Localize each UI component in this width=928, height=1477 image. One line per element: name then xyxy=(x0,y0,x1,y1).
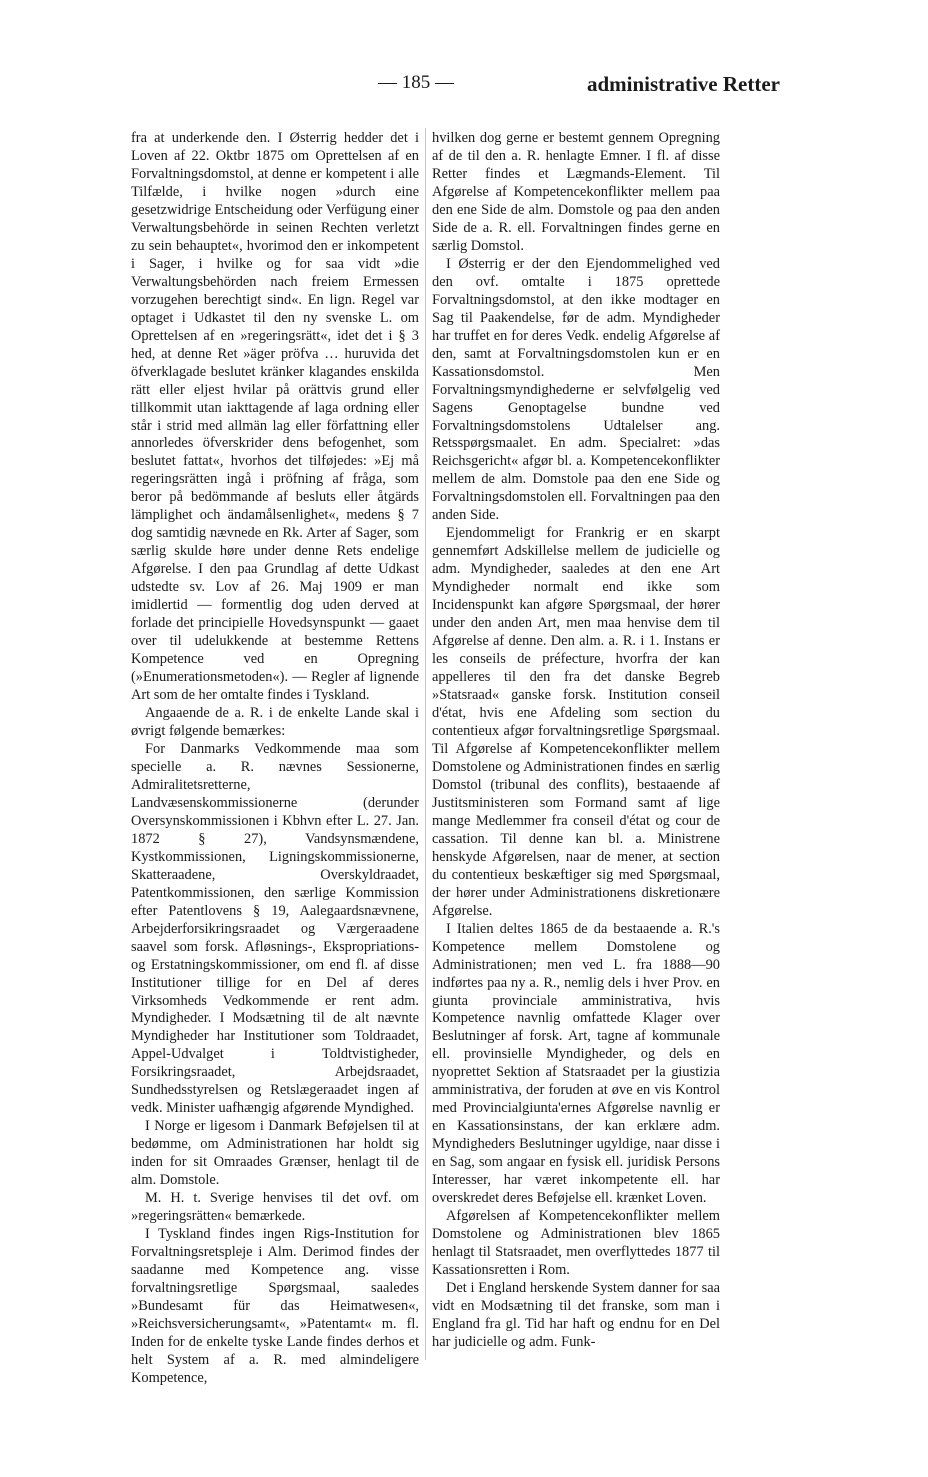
paragraph: I Tyskland findes ingen Rigs-Institution for Forvaltningsretspleje i Alm. Derimod findes der saadanne med Kompetence ang. visse forvaltningsretlige Spørgsmaal, saaledes »Bundesamt für das Heimatwesen«, »Reichsversicherungsamt«, »Patentamt« m. fl. Inden for de enkelte tyske Lande findes derhos et helt System af a. R. med almindeligere Kompetence, xyxy=(131,1226,419,1386)
paragraph: For Danmarks Vedkommende maa som specielle a. R. nævnes Sessionerne, Admiralitetsretterne, Landvæsenskommissionerne (derunder Oversynskommissionen i Kbhvn efter L. 27. Jan. 1872 § 27), Vandsynsmændene, Kystkommissionen, Ligningskommissionerne, Skatteraadene, Overskyldraadet, Patentkommissionen, den særlige Kommission efter Patentlovens § 19, Aalegaardsnævnene, Arbejderforsikringsraadet og Værgeraadene saavel som forsk. Afløsnings-, Ekspropriations- og Erstatningskommissioner, om end fl. af disse Institutioner tillige for en Del af deres Virksomheds Vedkommende er rent adm. Myndigheder. I Modsætning til de alt nævnte Myndigheder har Institutioner som Toldraadet, Appel-Udvalget i Toldtvistigheder, Forsikringsraadet, Arbejdsraadet, Sundhedsstyrelsen og Retslægeraadet ingen af vedk. Minister uafhængig afgørende Myndighed. xyxy=(131,740,419,1117)
column-divider xyxy=(425,128,426,1360)
paragraph: Afgørelsen af Kompetencekonflikter mellem Domstolene og Administrationen blev 1865 henlagt til Statsraadet, men overflyttedes 1877 til Kassationsretten i Rom. xyxy=(432,1208,720,1279)
paragraph: I Norge er ligesom i Danmark Beføjelsen til at bedømme, om Administrationen har holdt sig inden for sit Omraades Grænser, henlagt til de alm. Domstole. xyxy=(131,1118,419,1189)
paragraph: M. H. t. Sverige henvises til det ovf. om »regeringsrätten« bemærkede. xyxy=(131,1190,419,1225)
paragraph: I Østerrig er der den Ejendommelighed ved den ovf. omtalte i 1875 oprettede Forvaltningsdomstol, at den ikke modtager en Sag til Paakendelse, før de adm. Myndigheder har truffet en for deres Vedk. endelig Afgørelse af den, samt at Forvaltningsdomstolen kun er en Kassationsdomstol. Men Forvaltningsmyndighederne er selvfølgelig ved Sagens Genoptagelse bundne ved Forvaltningsdomstolens Udtalelser ang. Retsspørgsmaalet. En adm. Specialret: »das Reichsgericht« afgør bl. a. Kompetencekonflikter mellem de alm. Domstole paa den ene Side og Forvaltningsdomstolen ell. Forvaltningen paa den anden Side. xyxy=(432,255,720,524)
paragraph: fra at underkende den. I Østerrig hedder det i Loven af 22. Oktbr 1875 om Oprettelsen af en Forvaltningsdomstol, at denne er kompetent i alle Tilfælde, i hvilke nogen »durch eine gesetzwidrige Entscheidung oder Verfügung einer Verwaltungsbehörde in seinen Rechten verletzt zu sein behauptet«, hvorimod den er inkompetent i Sager, i hvilke og for saa vidt »die Verwaltungsbehörden nach freiem Ermessen vorzugehen berechtigt sind«. En lign. Regel var optaget i Udkastet til den ny svenske L. om Oprettelsen af en »regeringsrätt«, idet det i § 3 hed, at denne Ret »äger pröfva … huruvida det öfverklagade beslutet kränker klagandes enskilda rätt eller eljest hvilar på orättvis grund eller tillkommit utan iakttagende af laga ordning eller står i strid med allmän lag eller författning eller annorledes öfverskrider dens befogenhet, som beslutet fattat«, hvorhos det tilføjedes: »Ej må regeringsrätten ingå i pröfning af fråga, som beror på bedömmande af besluts eller åtgärds lämplighet och ändamålsenlighet«, medens § 7 dog samtidig nævnede en Rk. Arter af Sager, som særlig skulde høre under denne Rets endelige Afgørelse. I den paa Grundlag af dette Udkast udstedte sv. Lov af 26. Maj 1909 er man imidlertid — formentlig dog uden derved at forlade det principielle Hovedsynspunkt — gaaet over til udelukkende at bestemme Rettens Kompetence ved en Opregning (»Enumerationsmetoden«). — Regler af lignende Art som de her omtalte findes i Tyskland. xyxy=(131,130,419,704)
paragraph: I Italien deltes 1865 de da bestaaende a. R.'s Kompetence mellem Domstolene og Administrationen; men ved L. fra 1888—90 indførtes paa ny a. R., nemlig dels i hver Prov. en giunta provinciale amministrativa, hvis Kompetence navnlig omfattede Klager over Beslutninger af forsk. Art, tagne af kommunale ell. provinsielle Myndigheder, og dels en nyoprettet Sektion af Statsraadet per la giustizia amministrativa, der foruden at øve en vis Kontrol med Provincialgiunta'ernes Afgørelse navnlig er en Kassationsinstans, der kan erklære adm. Myndigheders Beslutninger ugyldige, naar disse i en Sag, som angaar en fysisk ell. juridisk Persons Interesser, har været inkompetente ell. har overskredet deres Beføjelse ell. krænket Loven. xyxy=(432,920,720,1207)
running-title: administrative Retter xyxy=(586,72,780,96)
page-number: — 185 — xyxy=(378,72,454,93)
right-column xyxy=(432,130,720,1352)
page-header xyxy=(0,72,928,102)
left-column xyxy=(131,130,419,1388)
paragraph: hvilken dog gerne er bestemt gennem Opregning af de til den a. R. henlagte Emner. I fl. af disse Retter findes et Lægmands-Element. Til Afgørelse af Kompetencekonflikter mellem paa den ene Side de alm. Domstole og paa den anden Side de a. R. ell. Forvaltningen findes gerne en særlig Domstol. xyxy=(432,130,720,254)
paragraph: Ejendommeligt for Frankrig er en skarpt gennemført Adskillelse mellem de judicielle og adm. Myndigheder, saaledes at den ene Art Myndigheder normalt end ikke som Incidenspunkt kan afgøre Spørgsmaal, der hører under den anden Art, men maa henvise dem til Afgørelse af denne. Den alm. a. R. i 1. Instans er les conseils de préfecture, hvorfra der kan appelleres til den fra det danske Begreb »Statsraad« ganske forsk. Institution conseil d'état, hvis ene Afdeling som section du contentieux afgør forvaltningsretlige Spørgsmaal. Til Afgørelse af Kompetencekonflikter mellem Domstolene og Administrationen findes en særlig Domstol (tribunal des conflits), bestaaende af Justitsministeren som Formand samt af lige mange Medlemmer fra conseil d'état og cour de cassation. Til denne kan bl. a. Ministrene henskyde Afgørelsen, naar de mener, at section du contentieux beskæftiger sig med Spørgsmaal, der hører under Administrationens diskretionære Afgørelse. xyxy=(432,525,720,919)
paragraph: Angaaende de a. R. i de enkelte Lande skal i øvrigt følgende bemærkes: xyxy=(131,705,419,739)
paragraph: Det i England herskende System danner for saa vidt en Modsætning til det franske, som man i England fra gl. Tid har haft og endnu for en Del har judicielle og adm. Funk- xyxy=(432,1280,720,1350)
